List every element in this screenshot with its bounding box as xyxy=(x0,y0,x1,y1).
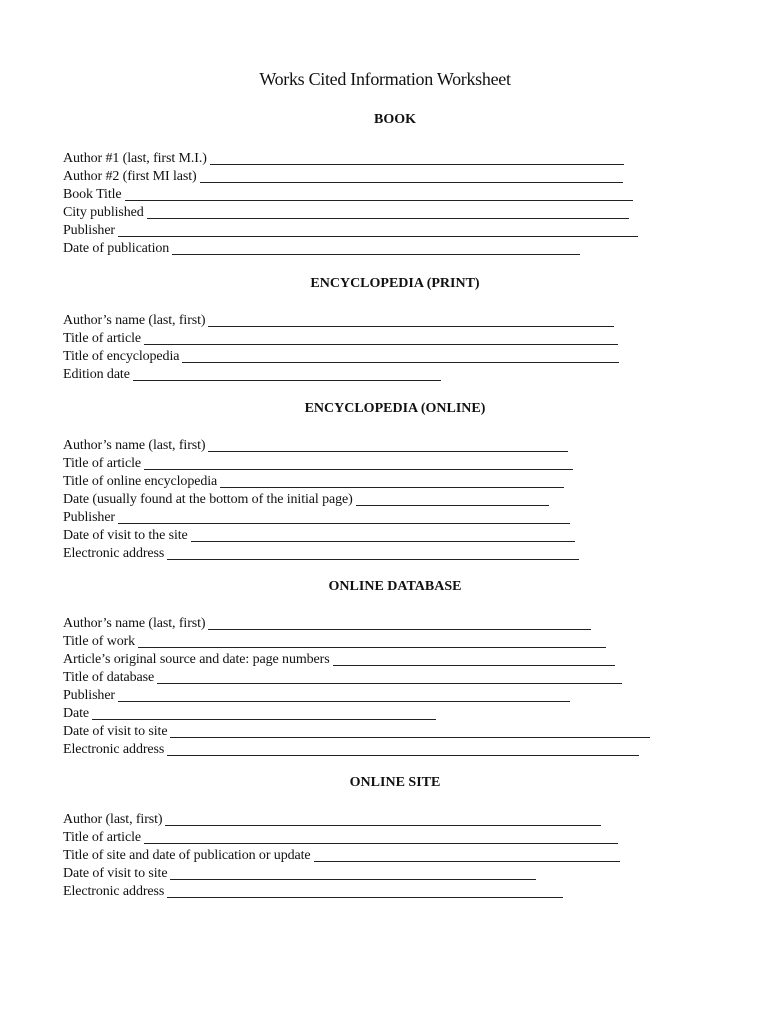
field-db-publisher[interactable] xyxy=(63,687,650,705)
field-label: Author’s name (last, first) xyxy=(63,313,206,328)
field-label: Title of article xyxy=(63,456,141,471)
fill-in-line[interactable] xyxy=(144,330,618,345)
field-book-publisher[interactable] xyxy=(63,222,638,240)
field-db-work[interactable] xyxy=(63,633,650,651)
fill-in-line[interactable] xyxy=(167,741,639,756)
field-book-city[interactable] xyxy=(63,204,638,222)
fill-in-line[interactable] xyxy=(170,865,536,880)
fill-in-line[interactable] xyxy=(165,811,601,826)
field-book-title[interactable] xyxy=(63,186,638,204)
field-enc-print-article[interactable] xyxy=(63,330,619,348)
field-site-visit[interactable] xyxy=(63,865,620,883)
fill-in-line[interactable] xyxy=(118,509,570,524)
field-book-date[interactable] xyxy=(63,240,638,258)
field-enc-print-author[interactable] xyxy=(63,312,619,330)
field-db-visit[interactable] xyxy=(63,723,650,741)
field-label: Date xyxy=(63,706,90,721)
field-label: Date of publication xyxy=(63,241,170,256)
encyclopedia-print-fields xyxy=(63,312,619,384)
field-label: Publisher xyxy=(63,510,115,525)
field-label: Author #2 (first MI last) xyxy=(63,169,197,184)
field-label: Title of database xyxy=(63,670,155,685)
field-db-author[interactable] xyxy=(63,615,650,633)
field-enc-online-article[interactable] xyxy=(63,455,579,473)
section-heading-online-database: ONLINE DATABASE xyxy=(328,579,462,594)
encyclopedia-online-fields xyxy=(63,437,579,563)
field-site-address[interactable] xyxy=(63,883,620,901)
fill-in-line[interactable] xyxy=(182,348,619,363)
section-heading-encyclopedia-online: ENCYCLOPEDIA (ONLINE) xyxy=(304,401,486,416)
field-label: Book Title xyxy=(63,187,122,202)
field-label: Date (usually found at the bottom of the initial page) xyxy=(63,492,353,507)
section-heading-book: BOOK xyxy=(373,112,416,127)
online-database-fields xyxy=(63,615,650,759)
document-title: Works Cited Information Worksheet xyxy=(259,69,511,89)
field-label: Title of online encyclopedia xyxy=(63,474,218,489)
field-enc-print-title[interactable] xyxy=(63,348,619,366)
fill-in-line[interactable] xyxy=(210,150,624,165)
field-label: Author’s name (last, first) xyxy=(63,616,206,631)
fill-in-line[interactable] xyxy=(138,633,606,648)
fill-in-line[interactable] xyxy=(147,204,629,219)
field-enc-online-publisher[interactable] xyxy=(63,509,579,527)
field-label: Electronic address xyxy=(63,546,165,561)
fill-in-line[interactable] xyxy=(200,168,623,183)
field-enc-online-title[interactable] xyxy=(63,473,579,491)
fill-in-line[interactable] xyxy=(314,847,620,862)
field-book-author-1[interactable] xyxy=(63,150,638,168)
field-label: Date of visit to the site xyxy=(63,528,188,543)
fill-in-line[interactable] xyxy=(356,491,549,506)
field-db-title[interactable] xyxy=(63,669,650,687)
field-site-author[interactable] xyxy=(63,811,620,829)
field-label: City published xyxy=(63,205,144,220)
fill-in-line[interactable] xyxy=(208,437,568,452)
field-label: Author’s name (last, first) xyxy=(63,438,206,453)
field-enc-online-address[interactable] xyxy=(63,545,579,563)
field-label: Title of site and date of publication or update xyxy=(63,848,311,863)
field-book-author-2[interactable] xyxy=(63,168,638,186)
field-label: Edition date xyxy=(63,367,130,382)
field-label: Author #1 (last, first M.I.) xyxy=(63,151,207,166)
fill-in-line[interactable] xyxy=(208,312,614,327)
section-heading-online-site: ONLINE SITE xyxy=(349,775,441,790)
fill-in-line[interactable] xyxy=(170,723,650,738)
fill-in-line[interactable] xyxy=(333,651,615,666)
field-label: Electronic address xyxy=(63,742,165,757)
field-label: Date of visit to site xyxy=(63,866,168,881)
fill-in-line[interactable] xyxy=(220,473,564,488)
fill-in-line[interactable] xyxy=(144,455,573,470)
field-label: Electronic address xyxy=(63,884,165,899)
book-fields xyxy=(63,150,638,258)
fill-in-line[interactable] xyxy=(133,366,441,381)
fill-in-line[interactable] xyxy=(125,186,633,201)
fill-in-line[interactable] xyxy=(157,669,622,684)
field-label: Title of article xyxy=(63,830,141,845)
field-enc-online-visit[interactable] xyxy=(63,527,579,545)
field-enc-print-edition[interactable] xyxy=(63,366,619,384)
fill-in-line[interactable] xyxy=(172,240,580,255)
field-label: Publisher xyxy=(63,223,115,238)
field-db-date[interactable] xyxy=(63,705,650,723)
fill-in-line[interactable] xyxy=(167,545,579,560)
field-enc-online-author[interactable] xyxy=(63,437,579,455)
fill-in-line[interactable] xyxy=(191,527,575,542)
field-enc-online-date[interactable] xyxy=(63,491,579,509)
field-label: Date of visit to site xyxy=(63,724,168,739)
field-label: Publisher xyxy=(63,688,115,703)
field-label: Author (last, first) xyxy=(63,812,163,827)
fill-in-line[interactable] xyxy=(144,829,618,844)
fill-in-line[interactable] xyxy=(208,615,591,630)
fill-in-line[interactable] xyxy=(92,705,436,720)
field-label: Title of work xyxy=(63,634,136,649)
fill-in-line[interactable] xyxy=(118,687,570,702)
field-db-source[interactable] xyxy=(63,651,650,669)
field-label: Title of article xyxy=(63,331,141,346)
field-site-article[interactable] xyxy=(63,829,620,847)
fill-in-line[interactable] xyxy=(118,222,638,237)
field-site-title[interactable] xyxy=(63,847,620,865)
field-db-address[interactable] xyxy=(63,741,650,759)
fill-in-line[interactable] xyxy=(167,883,563,898)
section-heading-encyclopedia-print: ENCYCLOPEDIA (PRINT) xyxy=(310,276,480,291)
online-site-fields xyxy=(63,811,620,901)
field-label: Article’s original source and date: page numbers xyxy=(63,652,330,667)
field-label: Title of encyclopedia xyxy=(63,349,180,364)
